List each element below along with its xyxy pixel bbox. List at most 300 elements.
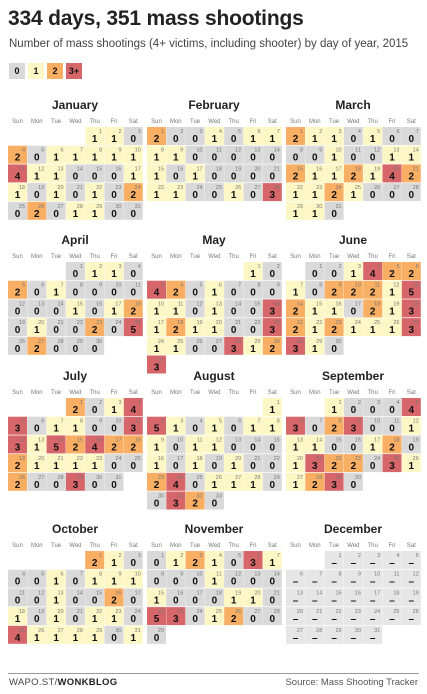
day-count: 0 [14, 343, 21, 355]
day-count: 1 [331, 405, 337, 416]
day-cell [325, 299, 344, 317]
day-cell [66, 146, 85, 164]
day-number: 17 [115, 301, 122, 308]
weekday-label: Fri [388, 119, 396, 125]
day-cell [363, 626, 382, 644]
day-cell [363, 127, 382, 145]
day-number: 7 [60, 418, 64, 425]
day-cell [105, 570, 124, 588]
day-number: 7 [238, 282, 242, 289]
day-count: 0 [192, 134, 198, 145]
weekday-label: Sun [12, 543, 23, 549]
day-count: 0 [369, 423, 376, 435]
day-count: 0 [91, 423, 98, 435]
day-cell [166, 588, 185, 606]
day-cell [286, 164, 305, 182]
day-number: 19 [235, 166, 242, 173]
day-count: 3 [14, 423, 21, 435]
day-count: 0 [369, 152, 376, 164]
day-cell [305, 318, 324, 336]
day-cell [124, 398, 143, 416]
day-cell [244, 299, 263, 317]
day-count: 1 [111, 614, 117, 626]
day-count: 1 [153, 325, 160, 337]
day-number: 5 [41, 571, 45, 578]
day-count: 0 [72, 287, 79, 299]
day-count: 0 [230, 558, 237, 569]
legend-item-0: 0 [9, 63, 25, 79]
day-cell [224, 454, 243, 472]
day-cell [105, 202, 124, 220]
day-count: 0 [34, 614, 40, 626]
weekday-label: Mon [308, 543, 321, 549]
day-number: 29 [335, 627, 342, 634]
day-number: 26 [393, 320, 400, 327]
day-count: 0 [130, 269, 137, 280]
day-number: 20 [296, 456, 303, 463]
weekday-label: Wed [208, 119, 221, 125]
weekday-label: Tue [329, 119, 340, 125]
day-number: 25 [374, 320, 381, 327]
weekday-label: Mon [30, 254, 43, 260]
day-cell [66, 570, 85, 588]
day-count: 0 [250, 614, 256, 626]
day-count: 1 [111, 152, 117, 164]
weekday-label: Sun [290, 119, 301, 125]
day-count: 2 [72, 405, 79, 416]
day-count: 0 [230, 423, 237, 435]
day-number: 22 [76, 320, 83, 327]
day-count: 1 [153, 343, 160, 355]
day-count: 2 [331, 423, 337, 435]
day-cell [383, 318, 402, 336]
day-cell [305, 183, 324, 201]
day-number: 14 [76, 166, 83, 173]
weekday-label: Fri [110, 119, 118, 125]
day-number: 23 [96, 320, 103, 327]
day-count: 0 [331, 208, 337, 220]
day-count: 1 [312, 306, 318, 318]
day-count: 3 [408, 306, 415, 318]
day-count: – [292, 614, 299, 626]
day-count: 2 [331, 325, 337, 337]
weekday-label: Mon [30, 543, 43, 549]
day-number: 4 [357, 129, 361, 135]
day-count: 2 [350, 287, 357, 299]
day-number: 3 [118, 400, 122, 406]
day-count: 2 [14, 461, 21, 473]
day-cell [147, 417, 166, 435]
day-number: 14 [254, 437, 261, 444]
day-number: 11 [393, 418, 400, 425]
day-cell [263, 588, 282, 606]
day-cell [27, 202, 46, 220]
day-number: 16 [354, 437, 361, 444]
day-count: 0 [250, 190, 256, 202]
footer-source-prefix: WAPO.ST/ [9, 677, 58, 688]
day-count: 0 [192, 614, 198, 626]
day-count: 3 [312, 461, 318, 473]
day-count: 1 [250, 423, 256, 435]
day-number: 26 [196, 338, 203, 345]
day-number: 6 [257, 129, 261, 135]
day-cell [124, 183, 143, 201]
day-cell [244, 262, 263, 280]
day-count: 1 [312, 190, 318, 202]
day-cell [166, 607, 185, 625]
day-count: 2 [14, 479, 21, 491]
day-cell [8, 626, 27, 644]
day-cell [263, 183, 282, 201]
day-number: 14 [273, 147, 280, 154]
day-number: 24 [134, 185, 141, 192]
weekday-label: Sat [128, 119, 138, 125]
day-cell [305, 473, 324, 491]
day-count: 1 [111, 134, 117, 145]
weekday-label: Tue [190, 543, 201, 549]
day-cell [85, 626, 104, 644]
day-number: 21 [273, 590, 280, 597]
day-count: 1 [369, 442, 376, 454]
day-cell [124, 570, 143, 588]
day-cell [105, 318, 124, 336]
day-count: 0 [211, 343, 218, 355]
day-cell [224, 435, 243, 453]
day-number: 7 [276, 553, 280, 559]
day-number: 3 [377, 400, 381, 406]
day-cell [27, 435, 46, 453]
day-cell [105, 164, 124, 182]
day-number: 14 [235, 301, 242, 308]
day-count: 1 [312, 442, 318, 454]
weekday-label: Wed [347, 119, 360, 125]
day-number: 14 [57, 437, 64, 444]
day-cell [402, 164, 421, 182]
day-number: 23 [354, 456, 361, 463]
day-count: 0 [111, 632, 117, 644]
day-count: 2 [292, 171, 299, 183]
weekday-label: Wed [69, 543, 82, 549]
day-cell [383, 281, 402, 299]
day-count: 4 [130, 405, 137, 416]
day-cell [286, 281, 305, 299]
day-number: 5 [238, 129, 242, 135]
day-cell [383, 454, 402, 472]
day-cell [8, 281, 27, 299]
day-count: 0 [369, 190, 376, 202]
day-cell [27, 183, 46, 201]
day-cell [224, 551, 243, 569]
day-count: 0 [211, 190, 218, 202]
day-cell [27, 570, 46, 588]
day-number: 30 [335, 338, 342, 345]
day-count: – [312, 595, 318, 607]
day-number: 13 [235, 437, 242, 444]
day-cell [166, 435, 185, 453]
day-number: 16 [335, 301, 342, 308]
day-cell [286, 454, 305, 472]
day-count: 0 [72, 595, 79, 607]
day-cell [244, 127, 263, 145]
day-count: 1 [91, 269, 98, 280]
day-count: 1 [130, 576, 137, 588]
day-count: 2 [111, 595, 117, 607]
weekday-label: Wed [347, 254, 360, 260]
day-cell [205, 607, 224, 625]
day-cell [305, 146, 324, 164]
day-number: 32 [196, 493, 203, 500]
day-count: – [350, 558, 357, 569]
day-cell [383, 588, 402, 606]
day-count: 2 [350, 171, 357, 183]
day-count: 0 [389, 190, 395, 202]
day-number: 28 [316, 627, 323, 634]
day-cell [344, 454, 363, 472]
day-count: 0 [14, 595, 21, 607]
day-cell [85, 473, 104, 491]
weekday-label: Wed [69, 254, 82, 260]
day-count: 4 [389, 171, 395, 183]
day-number: 6 [60, 571, 64, 578]
day-number: 9 [357, 418, 361, 425]
day-number: 1 [338, 553, 342, 559]
weekday-label: Mon [169, 543, 182, 549]
day-count: 3 [389, 461, 395, 473]
day-count: 1 [211, 134, 218, 145]
day-cell [263, 551, 282, 569]
day-count: 0 [250, 442, 256, 454]
day-number: 25 [134, 320, 141, 327]
weekday-label: Mon [169, 119, 182, 125]
month-title: January [51, 98, 99, 112]
day-number: 9 [180, 147, 184, 154]
day-cell [147, 435, 166, 453]
day-count: 0 [408, 134, 415, 145]
day-count: 2 [312, 479, 318, 491]
day-cell [286, 202, 305, 220]
day-number: 5 [21, 418, 25, 425]
day-number: 11 [19, 590, 25, 597]
day-cell [124, 551, 143, 569]
weekday-label: Mon [30, 119, 43, 125]
day-number: 1 [99, 129, 103, 135]
day-count: 0 [269, 269, 276, 280]
day-cell [383, 398, 402, 416]
weekday-label: Fri [249, 254, 257, 260]
day-number: 16 [96, 437, 103, 444]
day-count: 0 [192, 595, 198, 607]
weekday-label: Tue [190, 254, 201, 260]
day-number: 10 [115, 418, 122, 425]
day-count: 1 [91, 461, 98, 473]
day-cell [147, 570, 166, 588]
day-cell [147, 337, 166, 355]
day-number: 30 [115, 203, 122, 210]
day-number: 7 [299, 282, 303, 289]
day-count: 0 [312, 152, 318, 164]
day-number: 18 [134, 301, 141, 308]
day-number: 28 [76, 627, 83, 634]
month-title: July [62, 369, 88, 383]
day-number: 3 [137, 553, 141, 559]
day-number: 27 [235, 474, 242, 481]
month-title: December [323, 522, 383, 536]
day-cell [124, 417, 143, 435]
day-cell [27, 164, 46, 182]
day-cell [224, 473, 243, 491]
day-number: 24 [354, 320, 361, 327]
day-count: 1 [34, 442, 40, 454]
day-count: 1 [53, 461, 59, 473]
day-number: 11 [135, 282, 141, 289]
day-number: 8 [299, 147, 303, 154]
day-number: 1 [160, 553, 164, 559]
weekday-label: Wed [208, 390, 221, 396]
day-number: 19 [215, 456, 222, 463]
day-cell [263, 417, 282, 435]
day-cell [47, 607, 66, 625]
day-number: 1 [319, 264, 323, 270]
day-cell [305, 626, 324, 644]
day-count: 0 [111, 208, 117, 220]
day-cell [325, 202, 344, 220]
legend-item-2: 2 [47, 63, 63, 79]
day-count: 0 [408, 190, 415, 202]
day-count: 0 [14, 325, 21, 337]
day-number: 9 [160, 437, 164, 444]
day-cell [66, 454, 85, 472]
day-count: 0 [153, 576, 160, 588]
day-cell [47, 318, 66, 336]
day-number: 16 [96, 301, 103, 308]
month-march [286, 98, 421, 220]
day-count: 0 [14, 576, 21, 588]
day-number: 29 [254, 338, 261, 345]
day-count: – [331, 632, 337, 644]
day-count: – [389, 576, 395, 588]
day-number: 11 [355, 147, 361, 154]
day-count: 2 [91, 325, 98, 337]
day-count: – [331, 614, 337, 626]
day-count: 0 [312, 423, 318, 435]
day-cell [147, 318, 166, 336]
day-count: 1 [153, 152, 160, 164]
day-cell [105, 588, 124, 606]
day-count: 2 [331, 461, 337, 473]
day-cell [8, 183, 27, 201]
day-number: 25 [18, 203, 25, 210]
day-cell [8, 164, 27, 182]
day-number: 19 [18, 456, 25, 463]
day-cell [263, 435, 282, 453]
day-cell [27, 417, 46, 435]
day-cell [383, 164, 402, 182]
day-number: 24 [115, 456, 122, 463]
day-cell [305, 127, 324, 145]
day-count: 4 [369, 269, 376, 280]
day-number: 16 [177, 166, 184, 173]
weekday-label: Fri [249, 390, 257, 396]
day-cell [205, 551, 224, 569]
day-count: 1 [72, 632, 79, 644]
day-count: 1 [250, 343, 256, 355]
day-cell [124, 318, 143, 336]
day-number: 27 [296, 627, 303, 634]
day-number: 23 [273, 320, 280, 327]
day-count: 0 [192, 190, 198, 202]
day-number: 8 [338, 571, 342, 578]
day-number: 25 [196, 474, 203, 481]
day-number: 18 [134, 437, 141, 444]
day-cell [147, 492, 166, 510]
day-number: 21 [254, 456, 261, 463]
day-number: 13 [215, 301, 222, 308]
day-count: 0 [211, 498, 218, 510]
weekday-label: Sat [128, 254, 138, 260]
day-count: 4 [408, 405, 415, 416]
day-number: 12 [196, 301, 203, 308]
day-cell [27, 281, 46, 299]
day-count: 3 [292, 423, 299, 435]
day-cell [325, 570, 344, 588]
day-number: 7 [415, 129, 419, 135]
day-number: 27 [38, 474, 45, 481]
weekday-label: Fri [388, 543, 396, 549]
day-number: 6 [238, 418, 242, 425]
day-count: 4 [173, 479, 179, 491]
day-count: 3 [269, 325, 276, 337]
day-number: 3 [199, 129, 203, 135]
day-cell [402, 435, 421, 453]
day-count: – [312, 576, 318, 588]
day-cell [105, 281, 124, 299]
day-cell [363, 570, 382, 588]
day-cell [47, 202, 66, 220]
day-count: 0 [72, 576, 79, 588]
day-cell [363, 417, 382, 435]
day-count: 2 [91, 558, 98, 569]
day-cell [363, 454, 382, 472]
day-cell [85, 435, 104, 453]
day-number: 15 [157, 590, 164, 597]
day-cell [186, 183, 205, 201]
weekday-label: Thu [228, 119, 239, 125]
footer-source-link[interactable] [9, 677, 117, 688]
day-count: – [408, 576, 415, 588]
weekday-label: Sun [290, 254, 301, 260]
day-cell [85, 146, 104, 164]
day-cell [147, 588, 166, 606]
weekday-label: Tue [190, 390, 201, 396]
day-number: 13 [254, 571, 261, 578]
day-count: 0 [192, 576, 198, 588]
day-cell [8, 473, 27, 491]
day-cell [8, 202, 27, 220]
day-cell [85, 262, 104, 280]
day-number: 20 [393, 166, 400, 173]
day-number: 8 [79, 418, 83, 425]
day-count: 0 [211, 152, 218, 164]
day-number: 25 [177, 338, 184, 345]
day-cell [263, 262, 282, 280]
day-count: 0 [350, 442, 357, 454]
day-count: 0 [192, 423, 198, 435]
month-november [147, 522, 282, 644]
day-count: 1 [111, 576, 117, 588]
day-count: 0 [192, 343, 198, 355]
day-cell [305, 164, 324, 182]
day-count: 0 [72, 171, 79, 183]
